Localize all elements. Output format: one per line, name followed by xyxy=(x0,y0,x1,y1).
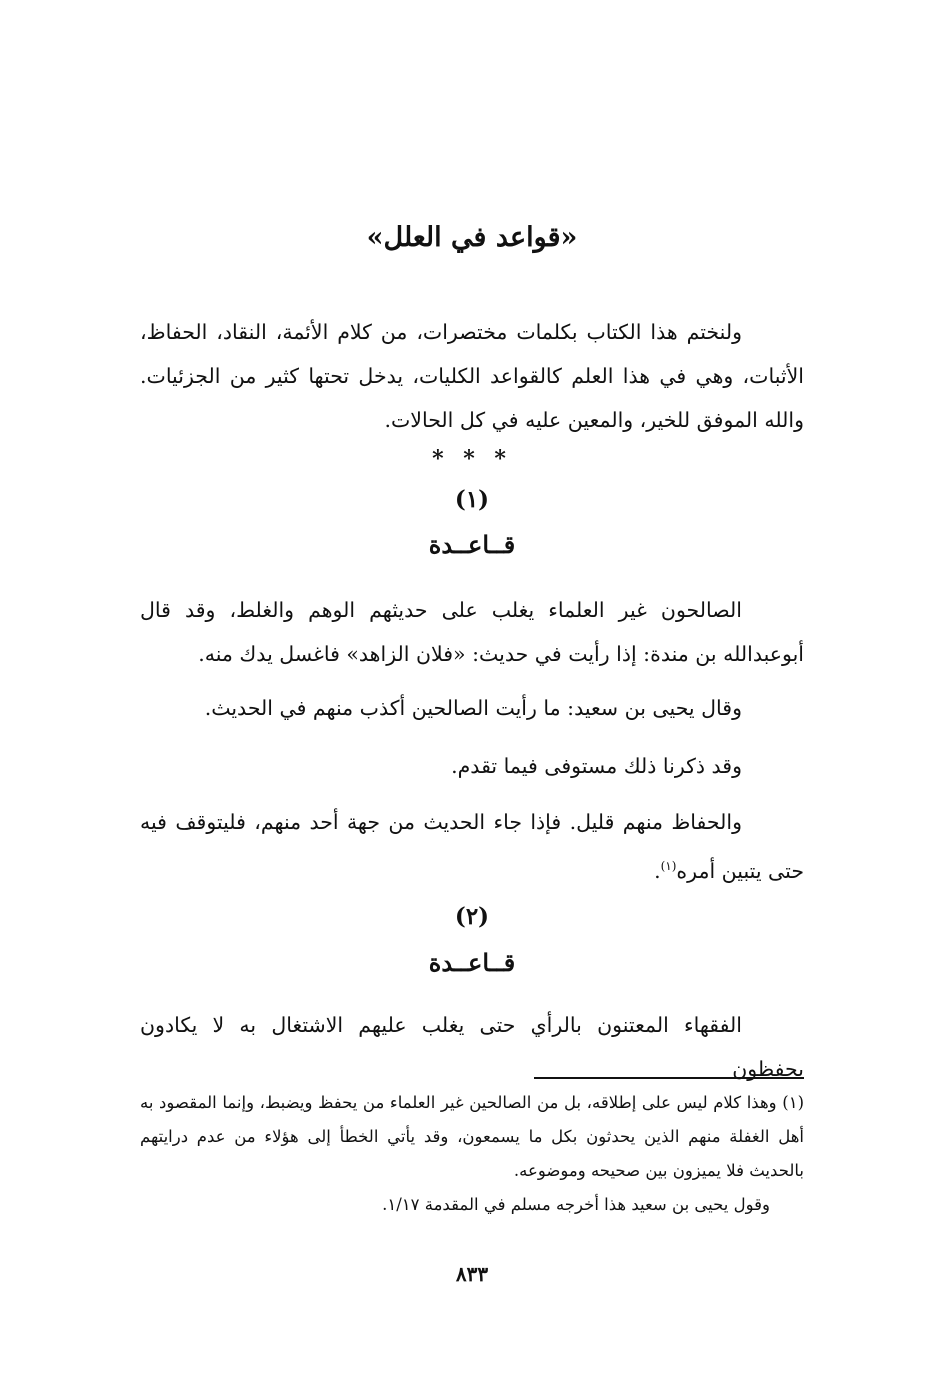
rule-1-text-1: الصالحون غير العلماء يغلب على حديثهم الوهم والغلط، وقد قال أبوعبدالله بن مندة: إذا رأيت في حديث: «فلان الزاهد» فاغسل يدك منه. xyxy=(140,598,804,666)
rule-1-paragraph-4 xyxy=(140,800,804,893)
rule-1-paragraph-3 xyxy=(140,744,804,788)
rule-1-paragraph-1 xyxy=(140,588,804,676)
section-title: «قواعد في العلل» xyxy=(366,222,578,253)
footnote-ref-1[interactable]: (١) xyxy=(660,859,677,873)
rule-2-text-1: الفقهاء المعتنون بالرأي حتى يغلب عليهم الاشتغال به لا يكادون يحفظون xyxy=(140,1013,804,1081)
intro-paragraph xyxy=(140,310,804,442)
rule-1-paragraph-2 xyxy=(140,686,804,730)
footnote-1-continuation: وقول يحيى بن سعيد هذا أخرجه مسلم في المقدمة ١/١٧. xyxy=(382,1195,770,1214)
footnote-divider xyxy=(534,1077,804,1079)
rule-2-label: قــاعــدة xyxy=(428,948,516,977)
rule-1-label: قــاعــدة xyxy=(428,530,516,559)
rule-1-text-4-end: . xyxy=(654,858,661,883)
rule-1-number: (١) xyxy=(454,486,490,513)
rule-2-number: (٢) xyxy=(454,903,490,930)
footnote-1: (١) وهذا كلام ليس على إطلاقه، بل من الصالحين غير العلماء من يحفظ ويضبط، وإنما المقصود به أهل الغفلة منهم الذين يحدثون بكل ما يسمعون، وقد يأتي الخطأ إلى هؤلاء من عدم درايتهم بالحديث فلا يميزون بين صحيحه وموضوعه. xyxy=(140,1093,804,1180)
rule-1-text-4 xyxy=(140,800,804,893)
rule-1-text-3: وقد ذكرنا ذلك مستوفى فيما تقدم. xyxy=(451,754,742,778)
page-number: ٨٣٣ xyxy=(455,1262,489,1286)
separator-stars: * * * xyxy=(432,446,512,472)
rule-1-text-2: وقال يحيى بن سعيد: ما رأيت الصالحين أكذب منهم في الحديث. xyxy=(204,696,742,720)
footnotes xyxy=(140,1086,804,1222)
intro-text: ولنختم هذا الكتاب بكلمات مختصرات، من كلام الأئمة، النقاد، الحفاظ، الأثبات، وهي في هذا العلم كالقواعد الكليات، يدخل تحتها كثير من الجزئيات. والله الموفق للخير، والمعين عليه في كل الحالات. xyxy=(140,320,804,432)
rule-1-text-4-body: والحفاظ منهم قليل. فإذا جاء الحديث من جهة أحد منهم، فليتوقف فيه حتى يتبين أمره xyxy=(140,810,804,883)
